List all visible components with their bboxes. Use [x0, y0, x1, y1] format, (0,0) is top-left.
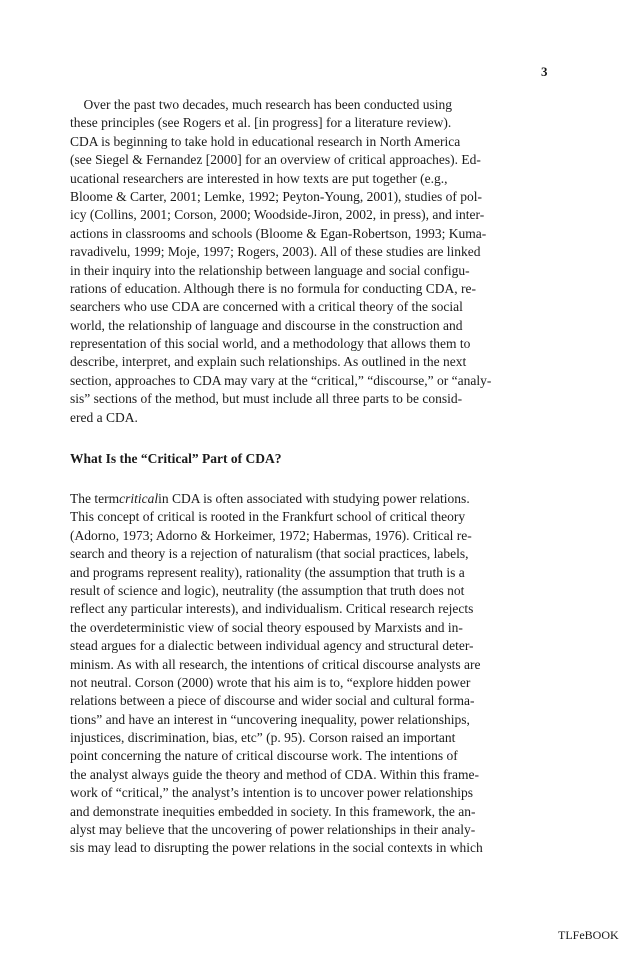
text-line: result of science and logic), neutrality (the assumption that truth does not	[70, 582, 465, 598]
text-line: The termcriticalin CDA is often associated with studying power relations.	[70, 491, 470, 506]
text-line: minism. As with all research, the intentions of critical discourse analysts are	[70, 656, 481, 672]
text-line: searchers who use CDA are concerned with a critical theory of the social	[70, 299, 463, 315]
text-line: in their inquiry into the relationship between language and social configu-	[70, 262, 470, 278]
text-line: and demonstrate inequities embedded in society. In this framework, the an-	[70, 803, 476, 819]
text-line: work of “critical,” the analyst’s intention is to uncover power relationships	[70, 785, 474, 801]
text-line: (Adorno, 1973; Adorno & Horkeimer, 1972; Habermas, 1976). Critical re-	[70, 527, 472, 543]
text-line: This concept of critical is rooted in the Frankfurt school of critical theory	[70, 509, 466, 525]
footer-watermark: TLFeBOOK	[558, 928, 619, 942]
text-line: rations of education. Although there is no formula for conducting CDA, re-	[70, 280, 477, 296]
text-line: search and theory is a rejection of naturalism (that social practices, labels,	[70, 546, 469, 562]
text-line: CDA is beginning to take hold in educational research in North America	[70, 133, 461, 149]
text-line: stead argues for a dialectic between individual agency and structural deter-	[70, 638, 474, 654]
section-heading: What Is the “Critical” Part of CDA?	[70, 451, 282, 466]
text-line: ravadivelu, 1999; Moje, 1997; Rogers, 2003). All of these studies are linked	[70, 244, 481, 260]
text-line: alyst may believe that the uncovering of power relationships in their analy-	[70, 822, 476, 838]
text-line: injustices, discrimination, bias, etc” (p. 95). Corson raised an important	[70, 730, 456, 746]
paragraph-critical	[70, 490, 520, 858]
text-line: world, the relationship of language and discourse in the construction and	[70, 317, 463, 333]
text-line: reflect any particular interests), and individualism. Critical research rejects	[70, 601, 474, 617]
text-line: describe, interpret, and explain such relationships. As outlined in the next	[70, 354, 467, 370]
text-line: the analyst always guide the theory and method of CDA. Within this frame-	[70, 766, 479, 782]
text-line: representation of this social world, and a methodology that allows them to	[70, 336, 471, 352]
text-line: icy (Collins, 2001; Corson, 2000; Woodside-Jiron, 2002, in press), and inter-	[70, 207, 485, 223]
text-line: tions” and have an interest in “uncovering inequality, power relationships,	[70, 711, 470, 727]
paragraph-intro	[70, 96, 520, 427]
text-line: and programs represent reality), rationality (the assumption that truth is a	[70, 564, 465, 580]
text-line: (see Siegel & Fernandez [2000] for an overview of critical approaches). Ed-	[70, 152, 481, 168]
text-line: not neutral. Corson (2000) wrote that his aim is to, “explore hidden power	[70, 674, 471, 690]
text-line: the overdeterministic view of social theory espoused by Marxists and in-	[70, 619, 463, 635]
text-line: sis” sections of the method, but must include all three parts to be consid-	[70, 391, 463, 407]
text-line: these principles (see Rogers et al. [in progress] for a literature review).	[70, 115, 452, 131]
text-line: ered a CDA.	[70, 409, 138, 425]
text-line: Over the past two decades, much research has been conducted using	[70, 97, 452, 112]
text-line: ucational researchers are interested in how texts are put together (e.g.,	[70, 170, 448, 186]
text-line: sis may lead to disrupting the power relations in the social contexts in which	[70, 840, 483, 856]
text-line: actions in classrooms and schools (Bloome & Egan-Robertson, 1993; Kuma-	[70, 225, 487, 241]
text-line: Bloome & Carter, 2001; Lemke, 1992; Peyton-Young, 2001), studies of pol-	[70, 188, 483, 204]
text-line: section, approaches to CDA may vary at the “critical,” “discourse,” or “analy-	[70, 372, 492, 388]
text-line: point concerning the nature of critical discourse work. The intentions of	[70, 748, 458, 764]
page-number: 3	[541, 64, 548, 79]
text-line: relations between a piece of discourse and wider social and cultural forma-	[70, 693, 475, 709]
